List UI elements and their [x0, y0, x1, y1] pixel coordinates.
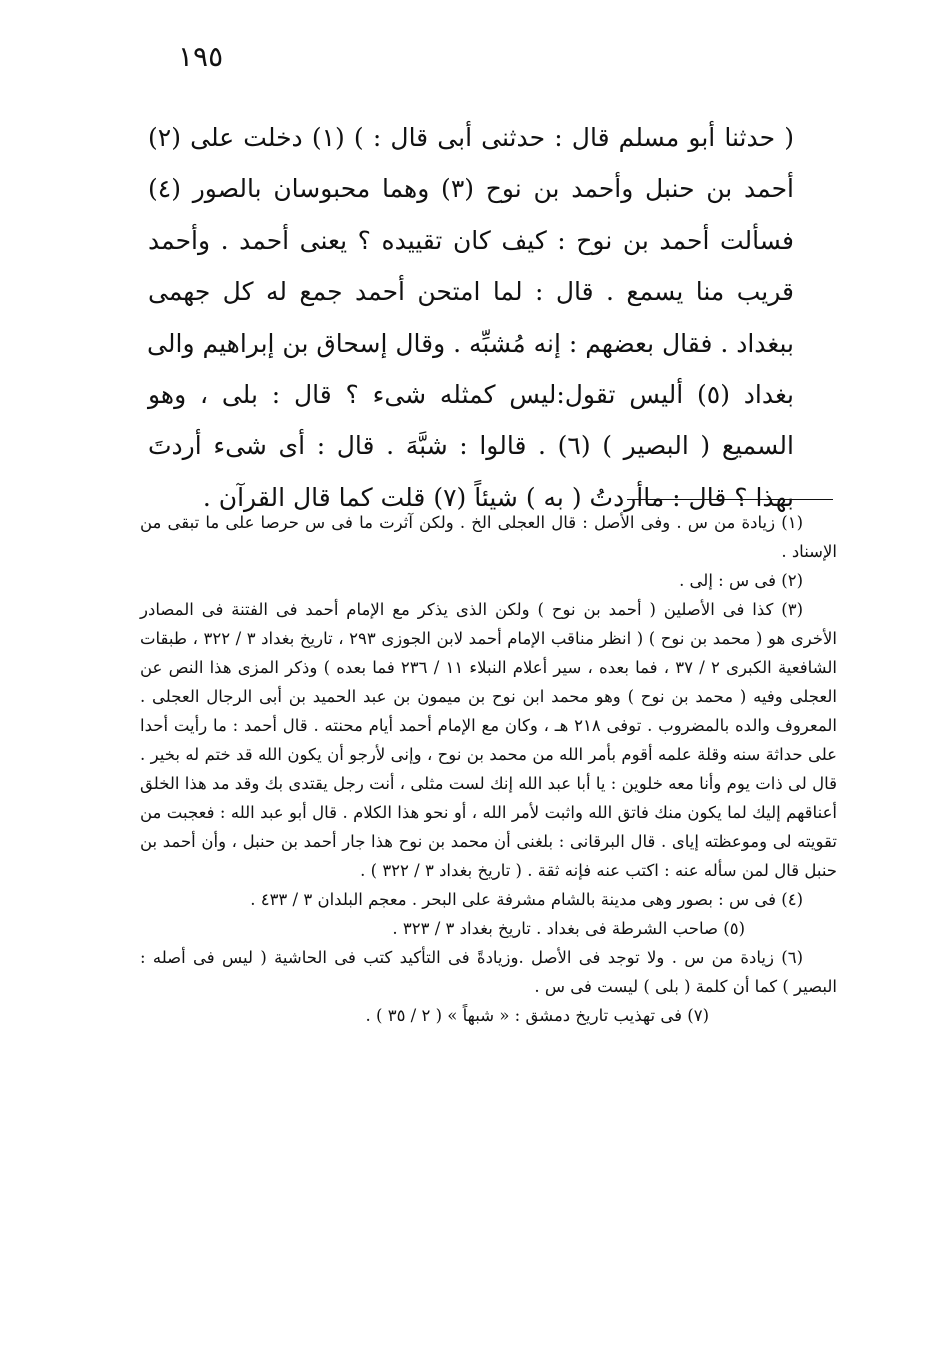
page-number: ١٩٥ — [178, 40, 224, 73]
main-text-line: فسألت أحمد بن نوح : كيف كان تقييده ؟ يعنى أحمد . وأحمد — [148, 225, 794, 255]
main-text-block — [148, 112, 794, 523]
main-text-line: السميع ( البصير ) (٦) . قالوا : شبَّهَ . قال : أى شىء أردتَ — [148, 431, 794, 461]
footnote-7: (٧) فى تهذيب تاريخ دمشق : « شبهاً » ( ٢ / ٣٥ ) . — [365, 1006, 709, 1025]
footnote-3: (٣) كذا فى الأصلين ( أحمد بن نوح ) ولكن الذى يذكر مع الإمام أحمد فى الفتنة فى المصادر الأخرى هو ( محمد بن نوح ) ( انظر مناقب الإمام أحمد لابن الجوزى ٢٩٣ ، تاريخ بغداد ٣ / ٣٢٢ ، طبقات الشافعية الكبرى ٢ / ٣٧ ، فما بعده ، سير أعلام النبلاء ١١ / ٢٣٦ فما بعده ) وذكر المزى هذا النص عن العجلى وفيه ( محمد بن نوح ) وهو محمد ابن نوح بن ميمون بن عبد الحميد بن أبى الرجال العجلى . المعروف والده بالمضروب . توفى ٢١٨ هـ ، وكان مع الإمام أحمد أيام محنته . قال أحمد : ما رأيت أحدا على حداثة سنه وقلة علمه أقوم بأمر الله من محمد بن نوح ، وإنى لأرجو أن يكون الله قد ختم له بخير . قال لى ذات يوم وأنا معه خلوين : يا أبا عبد الله إنك لست مثلى ، أنت رجل يقتدى بك وقد مد هذا الخلق أعناقهم إليك لما يكون منك فاتق الله واثبت لأمر الله ، أو نحو هذا الكلام . قال أبو عبد الله : فعجبت من تقويته لى وموعظته إياى . قال البرقانى : بلغنى أن محمد بن نوح هذا جار أحمد بن حنبل ، وأن أحمد بن حنبل قال لمن سأله عنه : اكتب عنه فإنه ثقة . ( تاريخ بغداد ٣ / ٣٢٢ ) . — [140, 600, 838, 880]
footnote-1: (١) زيادة من س . وفى الأصل : قال العجلى الخ . ولكن آثرت ما فى س حرصا على ما تبقى من الإسناد . — [140, 513, 837, 561]
main-text-line: ( حدثنا أبو مسلم قال : حدثنى أبى قال : ) (١) دخلت على (٢) — [148, 123, 794, 152]
footnotes-section — [140, 508, 837, 1030]
footnote-2: (٢) فى س : إلى . — [679, 571, 803, 590]
main-text-line: بهذا ؟ قال : ماأردتُ ( به ) شيئاً (٧) قلت كما قال القرآن . — [202, 482, 794, 512]
footnote-4: (٤) فى س : بصور وهى مدينة بالشام مشرفة على البحر . معجم البلدان ٣ / ٤٣٣ . — [250, 890, 803, 909]
main-text-line: ببغداد . فقال بعضهم : إنه مُشبِّه . وقال إسحاق بن إبراهيم والى — [147, 328, 794, 358]
main-text-line: أحمد بن حنبل وأحمد بن نوح (٣) وهما محبوسان بالصور (٤) — [148, 174, 794, 204]
footnote-6: (٦) زيادة من س . ولا توجد فى الأصل .وزيادةً فى التأكيد كتب فى الحاشية ( ليس فى أصله : البصير ) كما أن كلمة ( بلى ) ليست فى س . — [140, 948, 837, 996]
main-text-line: بغداد (٥) أليس تقول:ليس كمثله شىء ؟ قال : بلى ، وهو — [148, 380, 794, 410]
main-text-line: قريب منا يسمع . قال : لما امتحن أحمد جمع له كل جهمى — [148, 277, 794, 307]
footnote-5: (٥) صاحب الشرطة فى بغداد . تاريخ بغداد ٣ / ٣٢٣ . — [392, 919, 745, 938]
footnote-divider — [627, 499, 833, 500]
